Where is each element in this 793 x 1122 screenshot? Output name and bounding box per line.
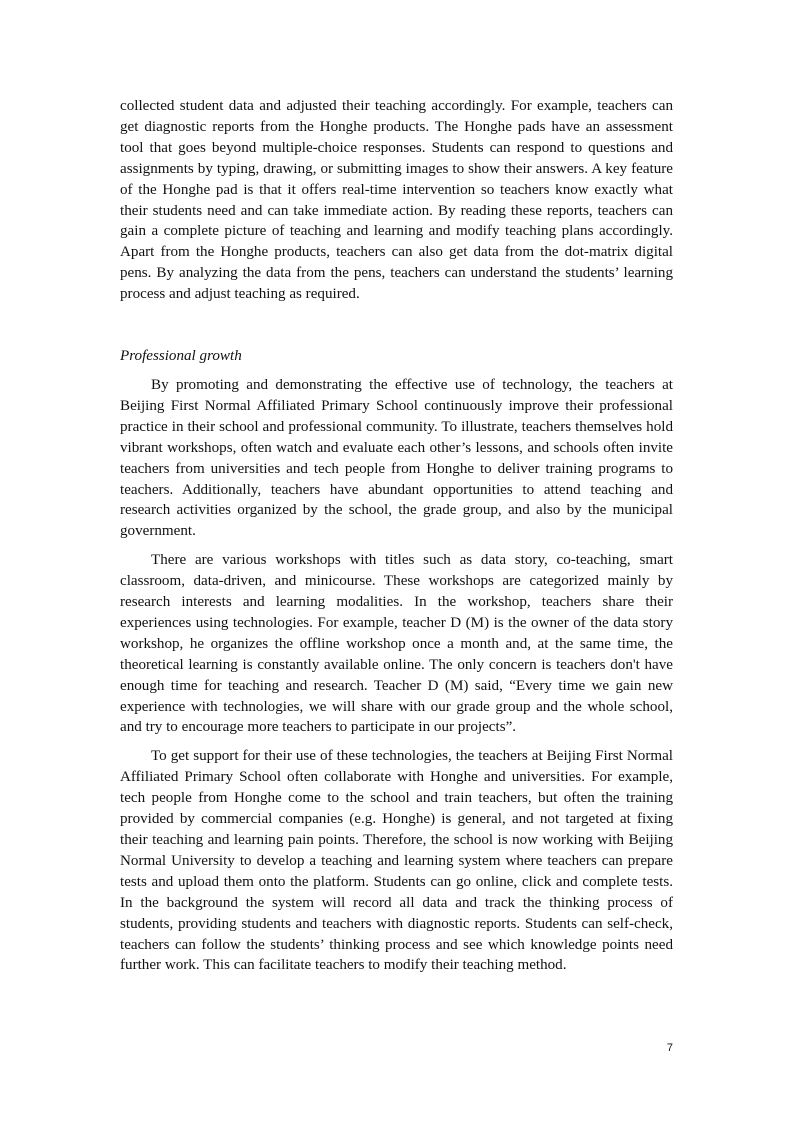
paragraph-support-collaboration: To get support for their use of these technologies, the teachers at Beijing First Normal Affiliated Primary School often collaborate with Honghe and universities. For example, tech people from Honghe come to the school and train teachers, but often the training provided by commercial companies (e.g. Honghe) is general, and not targeted at fixing their teaching and learning pain points. Therefore, the school is now working with Beijing Normal University to develop a teaching and learning system where teachers can prepare tests and upload them onto the platform. Students can go online, click and complete tests. In the background the system will record all data and track the thinking process of students, providing students and teachers with diagnostic reports. Students can self-check, teachers can follow the students’ thinking process and see which knowledge points need further work. This can facilitate teachers to modify their teaching method. (120, 748, 673, 974)
document-page (120, 96, 673, 984)
paragraph-professional-practice: By promoting and demonstrating the effective use of technology, the teachers at Beijing First Normal Affiliated Primary School continuously improve their professional practice in their school and professional community. To illustrate, teachers themselves hold vibrant workshops, often watch and evaluate each other’s lessons, and schools often invite teachers from universities and tech people from Honghe to deliver training programs to teachers. Additionally, teachers have abundant opportunities to attend teaching and research activities organized by the school, the grade group, and also by the municipal government. (120, 376, 673, 540)
page-number: 7 (666, 1042, 673, 1054)
opening-paragraph: collected student data and adjusted their teaching accordingly. For example, teachers can get diagnostic reports from the Honghe products. The Honghe pads have an assessment tool that goes beyond multiple-choice responses. Students can respond to questions and assignments by typing, drawing, or submitting images to show their answers. A key feature of the Honghe pad is that it offers real-time intervention so teachers know exactly what their students need and can take immediate action. By reading these reports, teachers can gain a complete picture of teaching and learning and modify teaching plans accordingly. Apart from the Honghe products, teachers can also get data from the dot-matrix digital pens. By analyzing the data from the pens, teachers can understand the students’ learning process and adjust teaching as required. (120, 98, 673, 303)
paragraph-workshops: There are various workshops with titles such as data story, co-teaching, smart classroom, data-driven, and minicourse. These workshops are categorized mainly by research interests and learning modalities. In the workshop, teachers share their experiences using technologies. For example, teacher D (M) is the owner of the data story workshop, he organizes the offline workshop once a month and, at the same time, the theoretical learning is constantly available online. The only concern is teachers don't have enough time for teaching and research. Teacher D (M) said, “Every time we gain new experience with technologies, we will share with our grade group and the whole school, and try to encourage more teachers to participate in our projects”. (120, 552, 673, 736)
section-heading: Professional growth (120, 348, 242, 365)
